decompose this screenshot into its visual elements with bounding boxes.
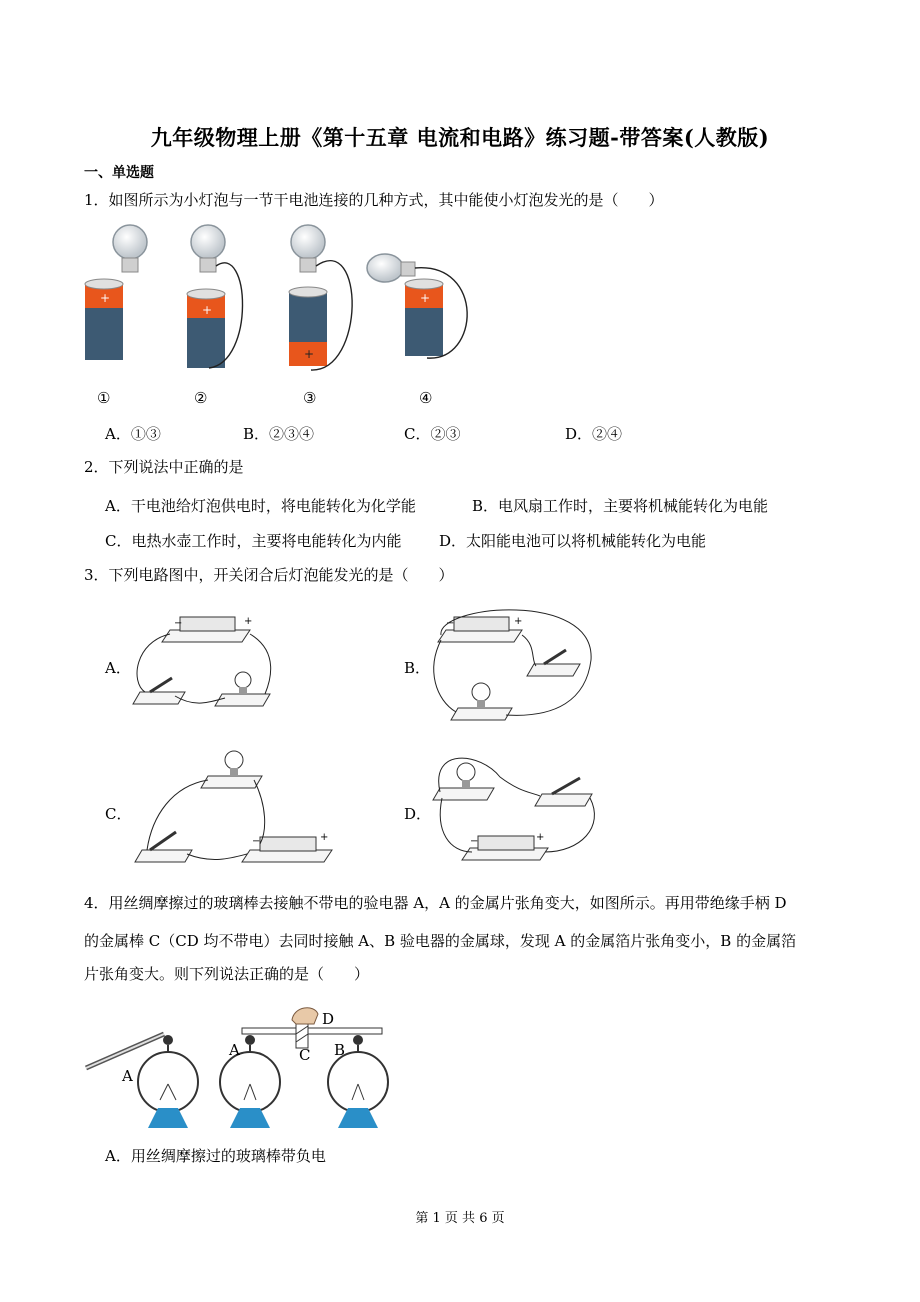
svg-text:+: + (304, 347, 315, 361)
q4-stem-line-1: 4．用丝绸摩擦过的玻璃棒去接触不带电的验电器 A，A 的金属片张角变大，如图所示。再用带绝缘手柄 D (84, 894, 787, 912)
svg-text:−: − (252, 836, 261, 847)
q4-label-d: D (322, 1010, 335, 1028)
q4-label-a1: A (122, 1067, 133, 1085)
q2-stem: 2．下列说法中正确的是 (84, 458, 244, 476)
q1-label-3: ③ (303, 389, 317, 407)
q1-option-d[interactable]: D．②④ (565, 425, 623, 443)
q1-label-2: ② (194, 389, 208, 407)
svg-text:+: + (202, 303, 213, 317)
circuit-a-diagram (130, 612, 280, 716)
q3-option-d[interactable]: D． (404, 805, 432, 823)
svg-text:+: + (244, 616, 253, 627)
svg-text:+: + (420, 291, 431, 305)
q4-option-a[interactable]: A．用丝绸摩擦过的玻璃棒带负电 (105, 1147, 326, 1165)
page-footer: 第 1 页 共 6 页 (415, 1211, 505, 1226)
page-title: 九年级物理上册《第十五章 电流和电路》练习题-带答案(人教版) (150, 125, 770, 150)
q4-label-a2: A (229, 1041, 240, 1059)
battery-1 (85, 225, 147, 360)
q1-option-c[interactable]: C．②③ (404, 425, 461, 443)
q1-option-a[interactable]: A．①③ (105, 425, 161, 443)
circuit-c-diagram (132, 746, 337, 870)
q1-label-1: ① (97, 389, 111, 407)
svg-text:+: + (536, 832, 545, 843)
q4-label-c: C (299, 1046, 311, 1064)
battery-4 (367, 254, 467, 358)
q1-stem: 1．如图所示为小灯泡与一节干电池连接的几种方式，其中能使小灯泡发光的是（ ） (84, 191, 664, 209)
svg-text:−: − (470, 836, 479, 847)
q1-label-4: ④ (419, 389, 433, 407)
q3-option-a[interactable]: A． (105, 659, 131, 677)
electroscope-1 (138, 1035, 198, 1128)
q1-option-b[interactable]: B．②③④ (243, 425, 315, 443)
svg-text:−: − (174, 618, 183, 629)
q4-label-b: B (334, 1041, 346, 1059)
circuit-b-diagram (426, 600, 601, 728)
q3-stem: 3．下列电路图中，开关闭合后灯泡能发光的是（ ） (84, 566, 454, 584)
q2-option-b[interactable]: B．电风扇工作时，主要将机械能转化为电能 (472, 497, 769, 515)
q3-option-b[interactable]: B． (404, 659, 431, 677)
svg-text:+: + (100, 291, 111, 305)
battery-3 (289, 225, 352, 370)
q1-battery-figure (75, 222, 505, 372)
q2-option-d[interactable]: D．太阳能电池可以将机械能转化为电能 (439, 532, 707, 550)
circuit-d-diagram (430, 752, 605, 868)
battery-2 (187, 225, 243, 368)
svg-text:−: − (446, 618, 455, 629)
svg-text:+: + (514, 616, 523, 627)
q3-option-c[interactable]: C． (105, 805, 132, 823)
q4-stem-line-3: 片张角变大。则下列说法正确的是（ ） (84, 965, 370, 983)
q4-stem-line-2: 的金属棒 C（CD 均不带电）去同时接触 A、B 验电器的金属球，发现 A 的金属箔片张角变小，B 的金属箔 (84, 932, 797, 950)
q2-option-c[interactable]: C．电热水壶工作时，主要将电能转化为内能 (105, 532, 402, 550)
q2-option-a[interactable]: A．干电池给灯泡供电时，将电能转化为化学能 (105, 497, 416, 515)
svg-text:+: + (320, 832, 329, 843)
section-heading: 一、单选题 (84, 165, 154, 181)
